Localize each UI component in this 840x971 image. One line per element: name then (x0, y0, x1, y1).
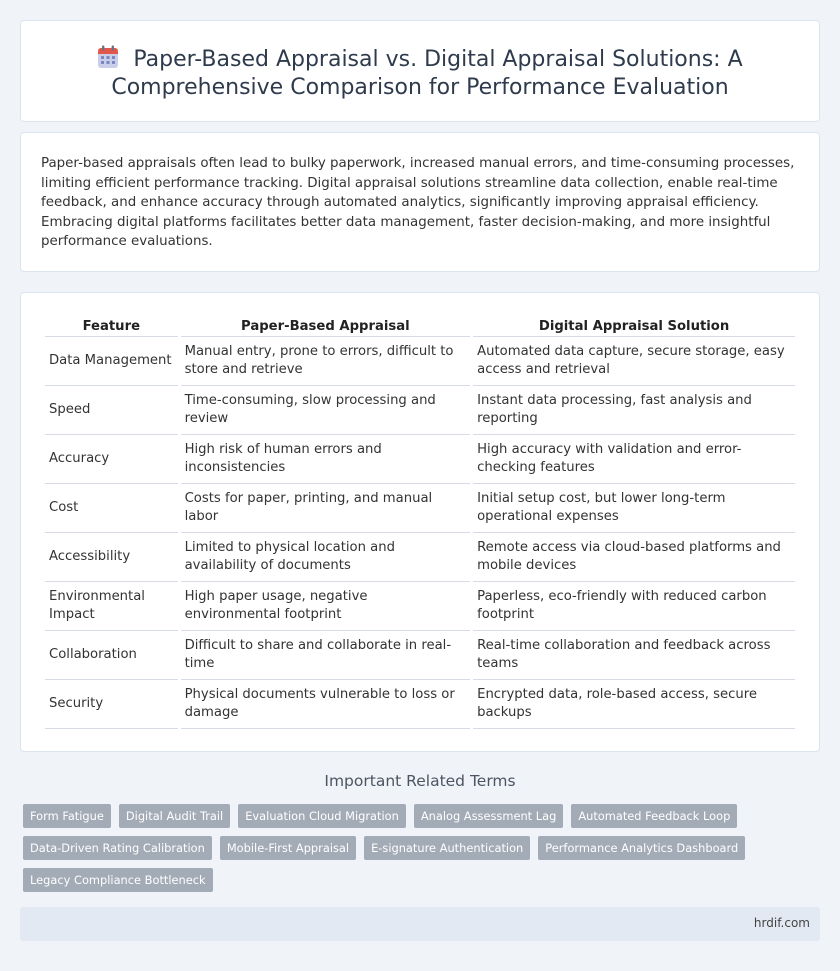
footer (20, 907, 820, 941)
digital-cell: Instant data processing, fast analysis and reporting (473, 386, 795, 435)
term-tag[interactable]: Automated Feedback Loop (571, 804, 737, 828)
digital-cell: Paperless, eco-friendly with reduced carbon footprint (473, 582, 795, 631)
term-tag[interactable]: Data-Driven Rating Calibration (23, 836, 212, 860)
page-title-text: Paper-Based Appraisal vs. Digital Appraisal Solutions: A Comprehensive Comparison for Performance Evaluation (111, 47, 743, 100)
digital-cell: Encrypted data, role-based access, secure backups (473, 680, 795, 729)
term-tag[interactable]: Digital Audit Trail (119, 804, 230, 828)
header-paper: Paper-Based Appraisal (181, 315, 471, 337)
term-tag[interactable]: Legacy Compliance Bottleneck (23, 868, 213, 892)
paper-cell: High risk of human errors and inconsistencies (181, 435, 471, 484)
paper-cell: High paper usage, negative environmental footprint (181, 582, 471, 631)
term-tag[interactable]: Evaluation Cloud Migration (238, 804, 406, 828)
table-row (45, 680, 795, 729)
calendar-icon (97, 45, 119, 69)
paper-cell: Costs for paper, printing, and manual labor (181, 484, 471, 533)
comparison-table (42, 315, 798, 729)
feature-cell: Environmental Impact (45, 582, 178, 631)
table-row (45, 631, 795, 680)
term-tag[interactable]: Mobile-First Appraisal (220, 836, 356, 860)
digital-cell: Remote access via cloud-based platforms and mobile devices (473, 533, 795, 582)
digital-cell: Automated data capture, secure storage, easy access and retrieval (473, 337, 795, 386)
term-tag[interactable]: E-signature Authentication (364, 836, 530, 860)
paper-cell: Manual entry, prone to errors, difficult to store and retrieve (181, 337, 471, 386)
intro-paragraph: Paper-based appraisals often lead to bulky paperwork, increased manual errors, and time-consuming processes, limiting efficient performance tracking. Digital appraisal solutions streamline data collection, enable real-time feedback, and enhance accuracy through automated analytics, significantly improving appraisal efficiency. Embracing digital platforms facilitates better data management, faster decision-making, and more insightful performance evaluations. (41, 156, 795, 250)
feature-cell: Speed (45, 386, 178, 435)
page-title (61, 45, 779, 102)
header-feature: Feature (45, 315, 178, 337)
paper-cell: Physical documents vulnerable to loss or damage (181, 680, 471, 729)
table-row (45, 435, 795, 484)
term-tag[interactable]: Form Fatigue (23, 804, 111, 828)
intro-card (20, 132, 820, 272)
feature-cell: Security (45, 680, 178, 729)
related-terms-list (23, 804, 813, 892)
feature-cell: Data Management (45, 337, 178, 386)
table-row (45, 386, 795, 435)
related-terms-heading: Important Related Terms (324, 772, 516, 790)
term-tag[interactable]: Analog Assessment Lag (414, 804, 563, 828)
paper-cell: Difficult to share and collaborate in real-time (181, 631, 471, 680)
title-card (20, 20, 820, 122)
table-row (45, 582, 795, 631)
table-row (45, 337, 795, 386)
table-row (45, 533, 795, 582)
feature-cell: Collaboration (45, 631, 178, 680)
paper-cell: Limited to physical location and availability of documents (181, 533, 471, 582)
table-row (45, 484, 795, 533)
table-header-row (45, 315, 795, 337)
term-tag[interactable]: Performance Analytics Dashboard (538, 836, 745, 860)
header-digital: Digital Appraisal Solution (473, 315, 795, 337)
paper-cell: Time-consuming, slow processing and review (181, 386, 471, 435)
digital-cell: Real-time collaboration and feedback across teams (473, 631, 795, 680)
feature-cell: Accessibility (45, 533, 178, 582)
digital-cell: Initial setup cost, but lower long-term operational expenses (473, 484, 795, 533)
feature-cell: Accuracy (45, 435, 178, 484)
comparison-card (20, 292, 820, 752)
digital-cell: High accuracy with validation and error-checking features (473, 435, 795, 484)
footer-site-link[interactable]: hrdif.com (753, 916, 810, 930)
feature-cell: Cost (45, 484, 178, 533)
